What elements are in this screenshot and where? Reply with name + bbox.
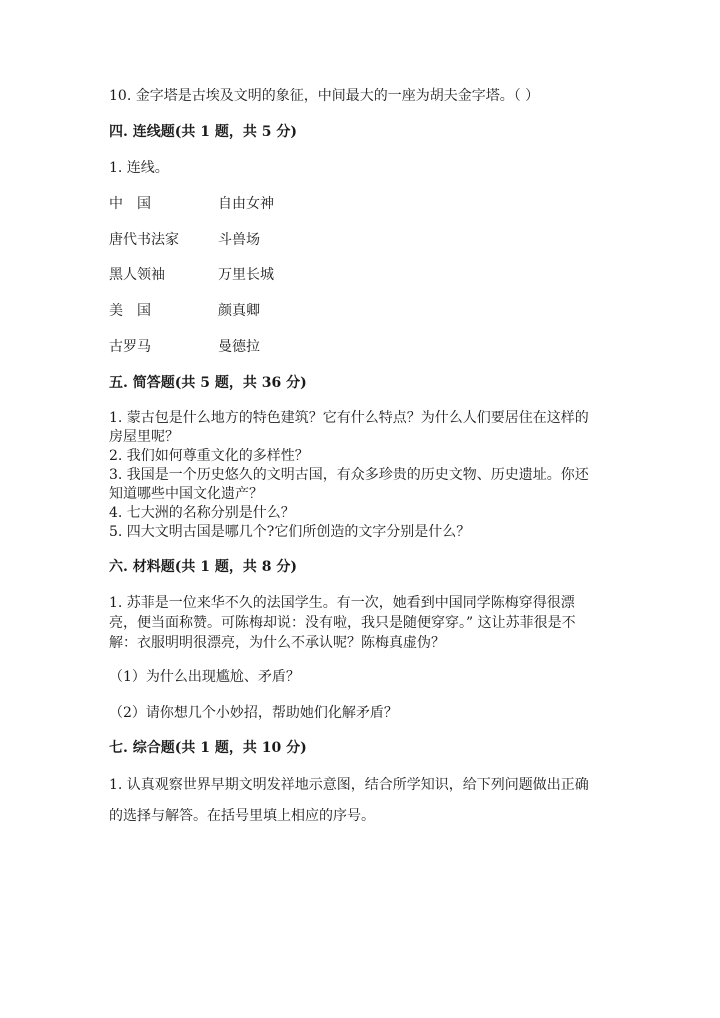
section-5-q3-line1: 3. 我国是一个历史悠久的文明古国，有众多珍贵的历史文物、历史遗址。你还 [109,467,589,483]
section-6-sub-question-2: （2）请你想几个小妙招，帮助她们化解矛盾？ [109,705,398,721]
match-right-1: 自由女神 [218,196,274,212]
section-6-passage-line3: 解：衣服明明很漂亮，为什么不承认呢？陈梅真虚伪？ [109,635,445,651]
section-4-question-1: 1. 连线。 [109,160,169,176]
section-5-q4: 4. 七大洲的名称分别是什么？ [109,505,295,521]
match-left-2: 唐代书法家 [109,232,179,248]
match-left-4: 美 国 [109,303,151,319]
section-5-q1-line1: 1. 蒙古包是什么地方的特色建筑？它有什么特点？为什么人们要居住在这样的 [109,410,589,426]
section-4-title: 四. 连线题(共 1 题，共 5 分) [109,124,297,140]
section-6-passage-line1: 1. 苏菲是一位来华不久的法国学生。有一次，她看到中国同学陈梅穿得很漂 [109,595,575,611]
match-right-5: 曼德拉 [218,339,260,355]
section-5-q5: 5. 四大文明古国是哪几个?它们所创造的文字分别是什么？ [109,524,471,540]
section-6-passage-line2: 亮，便当面称赞。可陈梅却说：没有啦，我只是随便穿穿。” 这让苏菲很是不 [109,615,576,631]
match-left-1: 中 国 [109,196,151,212]
match-right-2: 斗兽场 [218,232,260,248]
match-right-4: 颜真卿 [218,303,260,319]
section-7-passage-line1: 1. 认真观察世界早期文明发祥地示意图，结合所学知识，给下列问题做出正确 [109,777,589,793]
match-left-3: 黑人领袖 [109,267,165,283]
section-7-title: 七. 综合题(共 1 题，共 10 分) [109,740,307,756]
section-6-sub-question-1: （1）为什么出现尴尬、矛盾？ [109,669,300,685]
match-left-5: 古罗马 [109,339,151,355]
match-right-3: 万里长城 [218,267,274,283]
question-10: 10. 金字塔是古埃及文明的象征，中间最大的一座为胡夫金字塔。（ ） [109,88,540,104]
section-6-title: 六. 材料题(共 1 题，共 8 分) [109,559,297,575]
section-5-q3-line2: 知道哪些中国文化遗产？ [109,486,263,502]
section-5-q2: 2. 我们如何尊重文化的多样性？ [109,448,309,464]
section-7-passage-line2: 的选择与解答。在括号里填上相应的序号。 [109,808,375,824]
section-5-q1-line2: 房屋里呢？ [109,429,179,445]
section-5-title: 五. 简答题(共 5 题，共 36 分) [109,375,307,391]
